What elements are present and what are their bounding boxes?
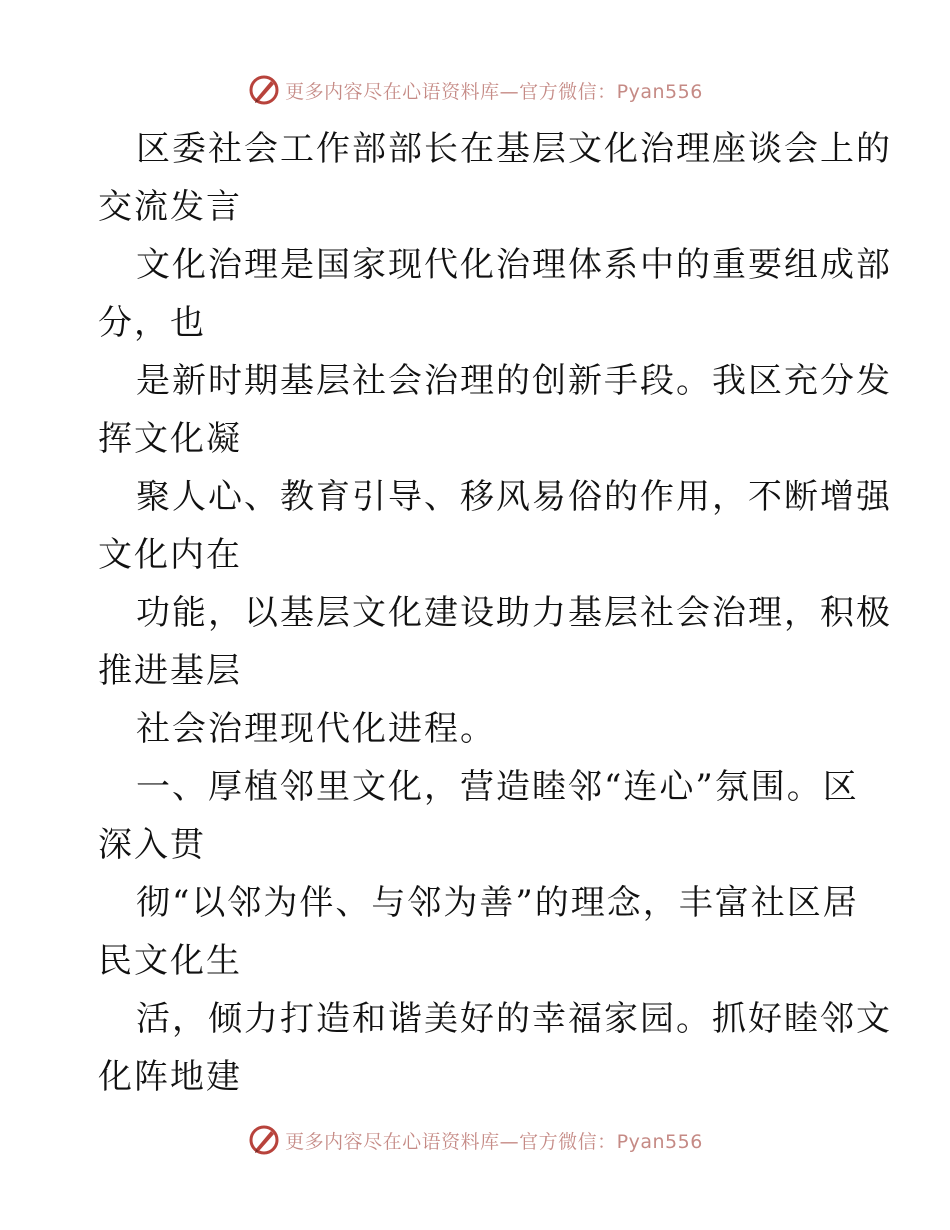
doc-line: 挥文化凝: [98, 419, 242, 459]
doc-line: 民文化生: [98, 941, 242, 981]
doc-line: 彻“以邻为伴、与邻为善”的理念，丰富社区居: [136, 883, 859, 923]
doc-line: 文化内在: [98, 535, 242, 575]
doc-line: 一、厚植邻里文化，营造睦邻“连心”氛围。区: [136, 767, 859, 807]
doc-line: 交流发言: [98, 187, 242, 227]
doc-line: 聚人心、教育引导、移风易俗的作用，不断增强: [136, 477, 892, 517]
footer-banner-text: 更多内容尽在心语资料库—官方微信：Pyan556: [285, 1130, 703, 1153]
doc-line: 区委社会工作部部长在基层文化治理座谈会上的: [136, 129, 892, 169]
document-body: [98, 120, 892, 1106]
doc-line: 分，也: [98, 303, 206, 343]
header-banner: [0, 70, 950, 110]
doc-line: 功能，以基层文化建设助力基层社会治理，积极: [136, 593, 892, 633]
doc-line: 深入贯: [98, 825, 206, 865]
doc-line: 是新时期基层社会治理的创新手段。我区充分发: [136, 361, 892, 401]
doc-line: 化阵地建: [98, 1057, 242, 1097]
footer-banner: [0, 1120, 950, 1160]
doc-line: 推进基层: [98, 651, 242, 691]
pen-circle-logo-icon: [247, 1123, 281, 1157]
doc-line: 社会治理现代化进程。: [136, 709, 496, 749]
header-banner-text: 更多内容尽在心语资料库—官方微信：Pyan556: [285, 80, 703, 103]
pen-circle-logo-icon: [247, 73, 281, 107]
doc-line: 活，倾力打造和谐美好的幸福家园。抓好睦邻文: [136, 999, 892, 1039]
doc-line: 文化治理是国家现代化治理体系中的重要组成部: [136, 245, 892, 285]
